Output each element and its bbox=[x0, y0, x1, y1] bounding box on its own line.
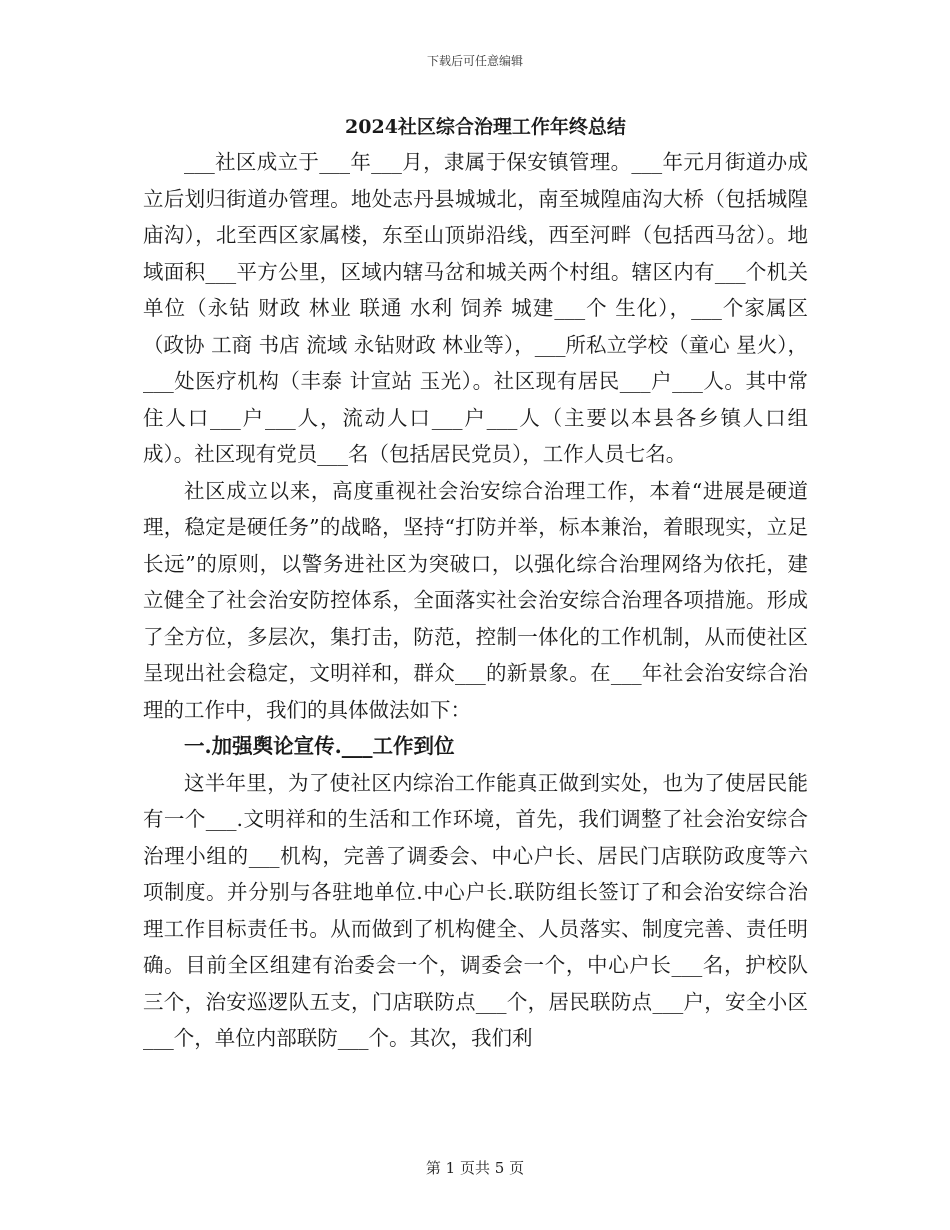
paragraph-overview: 社区成立以来，高度重视社会治安综合治理工作，本着“进展是硬道理，稳定是硬任务”的战略，坚持“打防并举，标本兼治，着眼现实，立足长远”的原则，以警务进社区为突破口，以强化综合治理网络为依托，建立健全了社会治安防控体系，全面落实社会治安综合治理各项措施。形成了全方位，多层次，集打击，防范，控制一体化的工作机制，从而使社区呈现出社会稳定，文明祥和，群众___的新景象。在___年社会治安综合治理的工作中，我们的具体做法如下： bbox=[143, 478, 808, 722]
document-body bbox=[143, 110, 808, 1057]
header-note: 下载后可任意编辑 bbox=[426, 54, 523, 68]
paragraph-intro: ___社区成立于___年___月，隶属于保安镇管理。___年元月街道办成立后划归街道办管理。地处志丹县城城北，南至城隍庙沟大桥（包括城隍庙沟），北至西区家属楼，东至山顶峁沿线，西至河畔（包括西马岔）。地域面积___平方公里，区域内辖马岔和城关两个村组。辖区内有___个机关单位（永钻 财政 林业 联通 水利 饲养 城建___个 生化），___个家属区（政协 工商 书店 流域 永钻财政 林业等），___所私立学校（童心 星火），___处医疗机构（丰泰 计宣站 玉光）。社区现有居民___户___人。其中常住人口___户___人，流动人口___户___人（主要以本县各乡镇人口组成）。社区现有党员___名（包括居民党员），工作人员七名。 bbox=[143, 150, 808, 466]
document-title: 2024社区综合治理工作年终总结 bbox=[345, 116, 626, 138]
page-footer: 第 1 页共 5 页 bbox=[425, 1159, 525, 1177]
section-heading: 一.加强舆论宣传.___工作到位 bbox=[184, 734, 455, 758]
paragraph-section-body: 这半年里，为了使社区内综治工作能真正做到实处，也为了使居民能有一个___.文明祥和的生活和工作环境，首先，我们调整了社会治安综合治理小组的___机构，完善了调委会、中心户长、居民门店联防政度等六项制度。并分别与各驻地单位.中心户长.联防组长签订了和会治安综合治理工作目标责任书。从而做到了机构健全、人员落实、制度完善、责任明确。目前全区组建有治委会一个，调委会一个，中心户长___名，护校队三个，治安巡逻队五支，门店联防点___个，居民联防点___户，安全小区___个，单位内部联防___个。其次，我们利 bbox=[143, 770, 808, 1050]
